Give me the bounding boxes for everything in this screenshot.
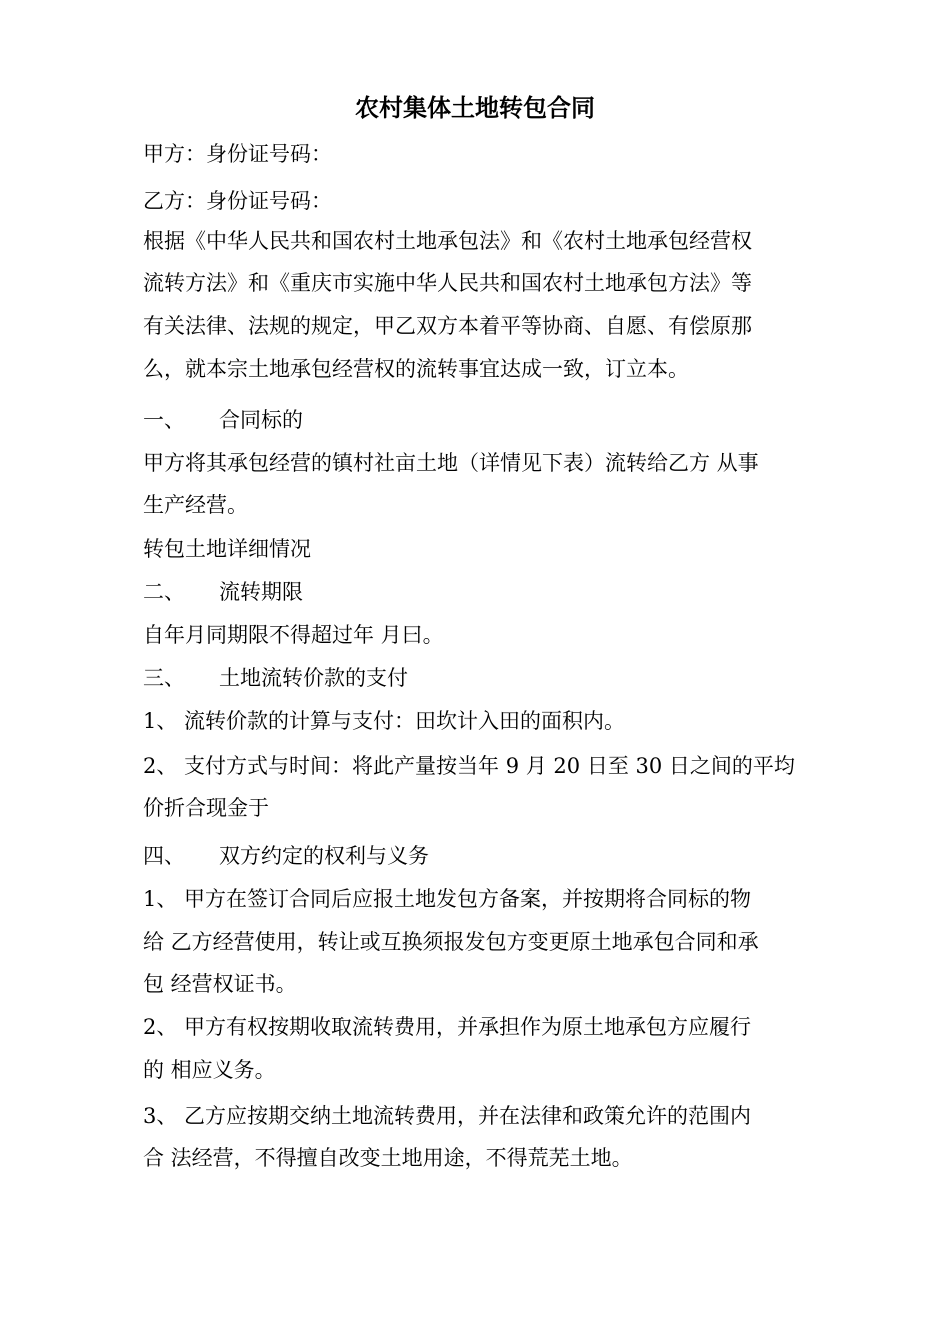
- clause-line: 2、 甲方有权按期收取流转费用，并承担作为原土地承包方应履行: [143, 1015, 752, 1039]
- party-b-line: 乙方：身份证号码：: [143, 189, 332, 213]
- clause-line: 给 乙方经营使用，转让或互换须报发包方变更原土地承包合同和承: [143, 930, 759, 954]
- table-caption: 转包土地详细情况: [143, 537, 311, 561]
- section-number: 四、: [143, 844, 185, 868]
- clause-line: 3、 乙方应按期交纳土地流转费用，并在法律和政策允许的范围内: [143, 1104, 752, 1128]
- section-heading-1: [143, 405, 823, 435]
- document-title: 农村集体土地转包合同: [355, 94, 595, 122]
- preamble-line: 流转方法》和《重庆市实施中华人民共和国农村土地承包方法》等: [143, 271, 752, 295]
- clause-line: 合 法经营，不得擅自改变土地用途，不得荒芜土地。: [143, 1146, 633, 1170]
- preamble-line: 么，就本宗土地承包经营权的流转事宜达成一致，订立本。: [143, 357, 689, 381]
- clause-line: 1、 甲方在签订合同后应报土地发包方备案，并按期将合同标的物: [143, 887, 752, 911]
- paragraph-line: 自年月同期限不得超过年 月曰。: [143, 623, 444, 647]
- preamble-line: 有关法律、法规的规定，甲乙双方本着平等协商、自愿、有偿原那: [143, 314, 752, 338]
- section-heading-2: [143, 577, 823, 607]
- clause-line: 2、 支付方式与时间：将此产量按当年 9 月 20 日至 30 日之间的平均: [143, 754, 795, 778]
- section-number: 二、: [143, 580, 185, 604]
- paragraph-line: 甲方将其承包经营的镇村社亩土地（详情见下表）流转给乙方 从事: [143, 451, 759, 475]
- section-heading-4: [143, 841, 823, 871]
- clause-line: 的 相应义务。: [143, 1058, 276, 1082]
- clause-line: 1、 流转价款的计算与支付：田坎计入田的面积内。: [143, 709, 626, 733]
- section-title: 合同标的: [219, 408, 303, 432]
- section-heading-3: [143, 663, 823, 693]
- clause-line: 价折合现金于: [143, 796, 269, 820]
- section-number: 三、: [143, 666, 185, 690]
- paragraph-line: 生产经营。: [143, 493, 248, 517]
- party-a-line: 甲方：身份证号码：: [143, 142, 332, 166]
- preamble-line: 根据《中华人民共和国农村土地承包法》和《农村土地承包经营权: [143, 229, 752, 253]
- section-number: 一、: [143, 408, 185, 432]
- clause-line: 包 经营权证书。: [143, 972, 297, 996]
- section-title: 土地流转价款的支付: [219, 666, 408, 690]
- section-title: 流转期限: [219, 580, 303, 604]
- section-title: 双方约定的权利与义务: [219, 844, 429, 868]
